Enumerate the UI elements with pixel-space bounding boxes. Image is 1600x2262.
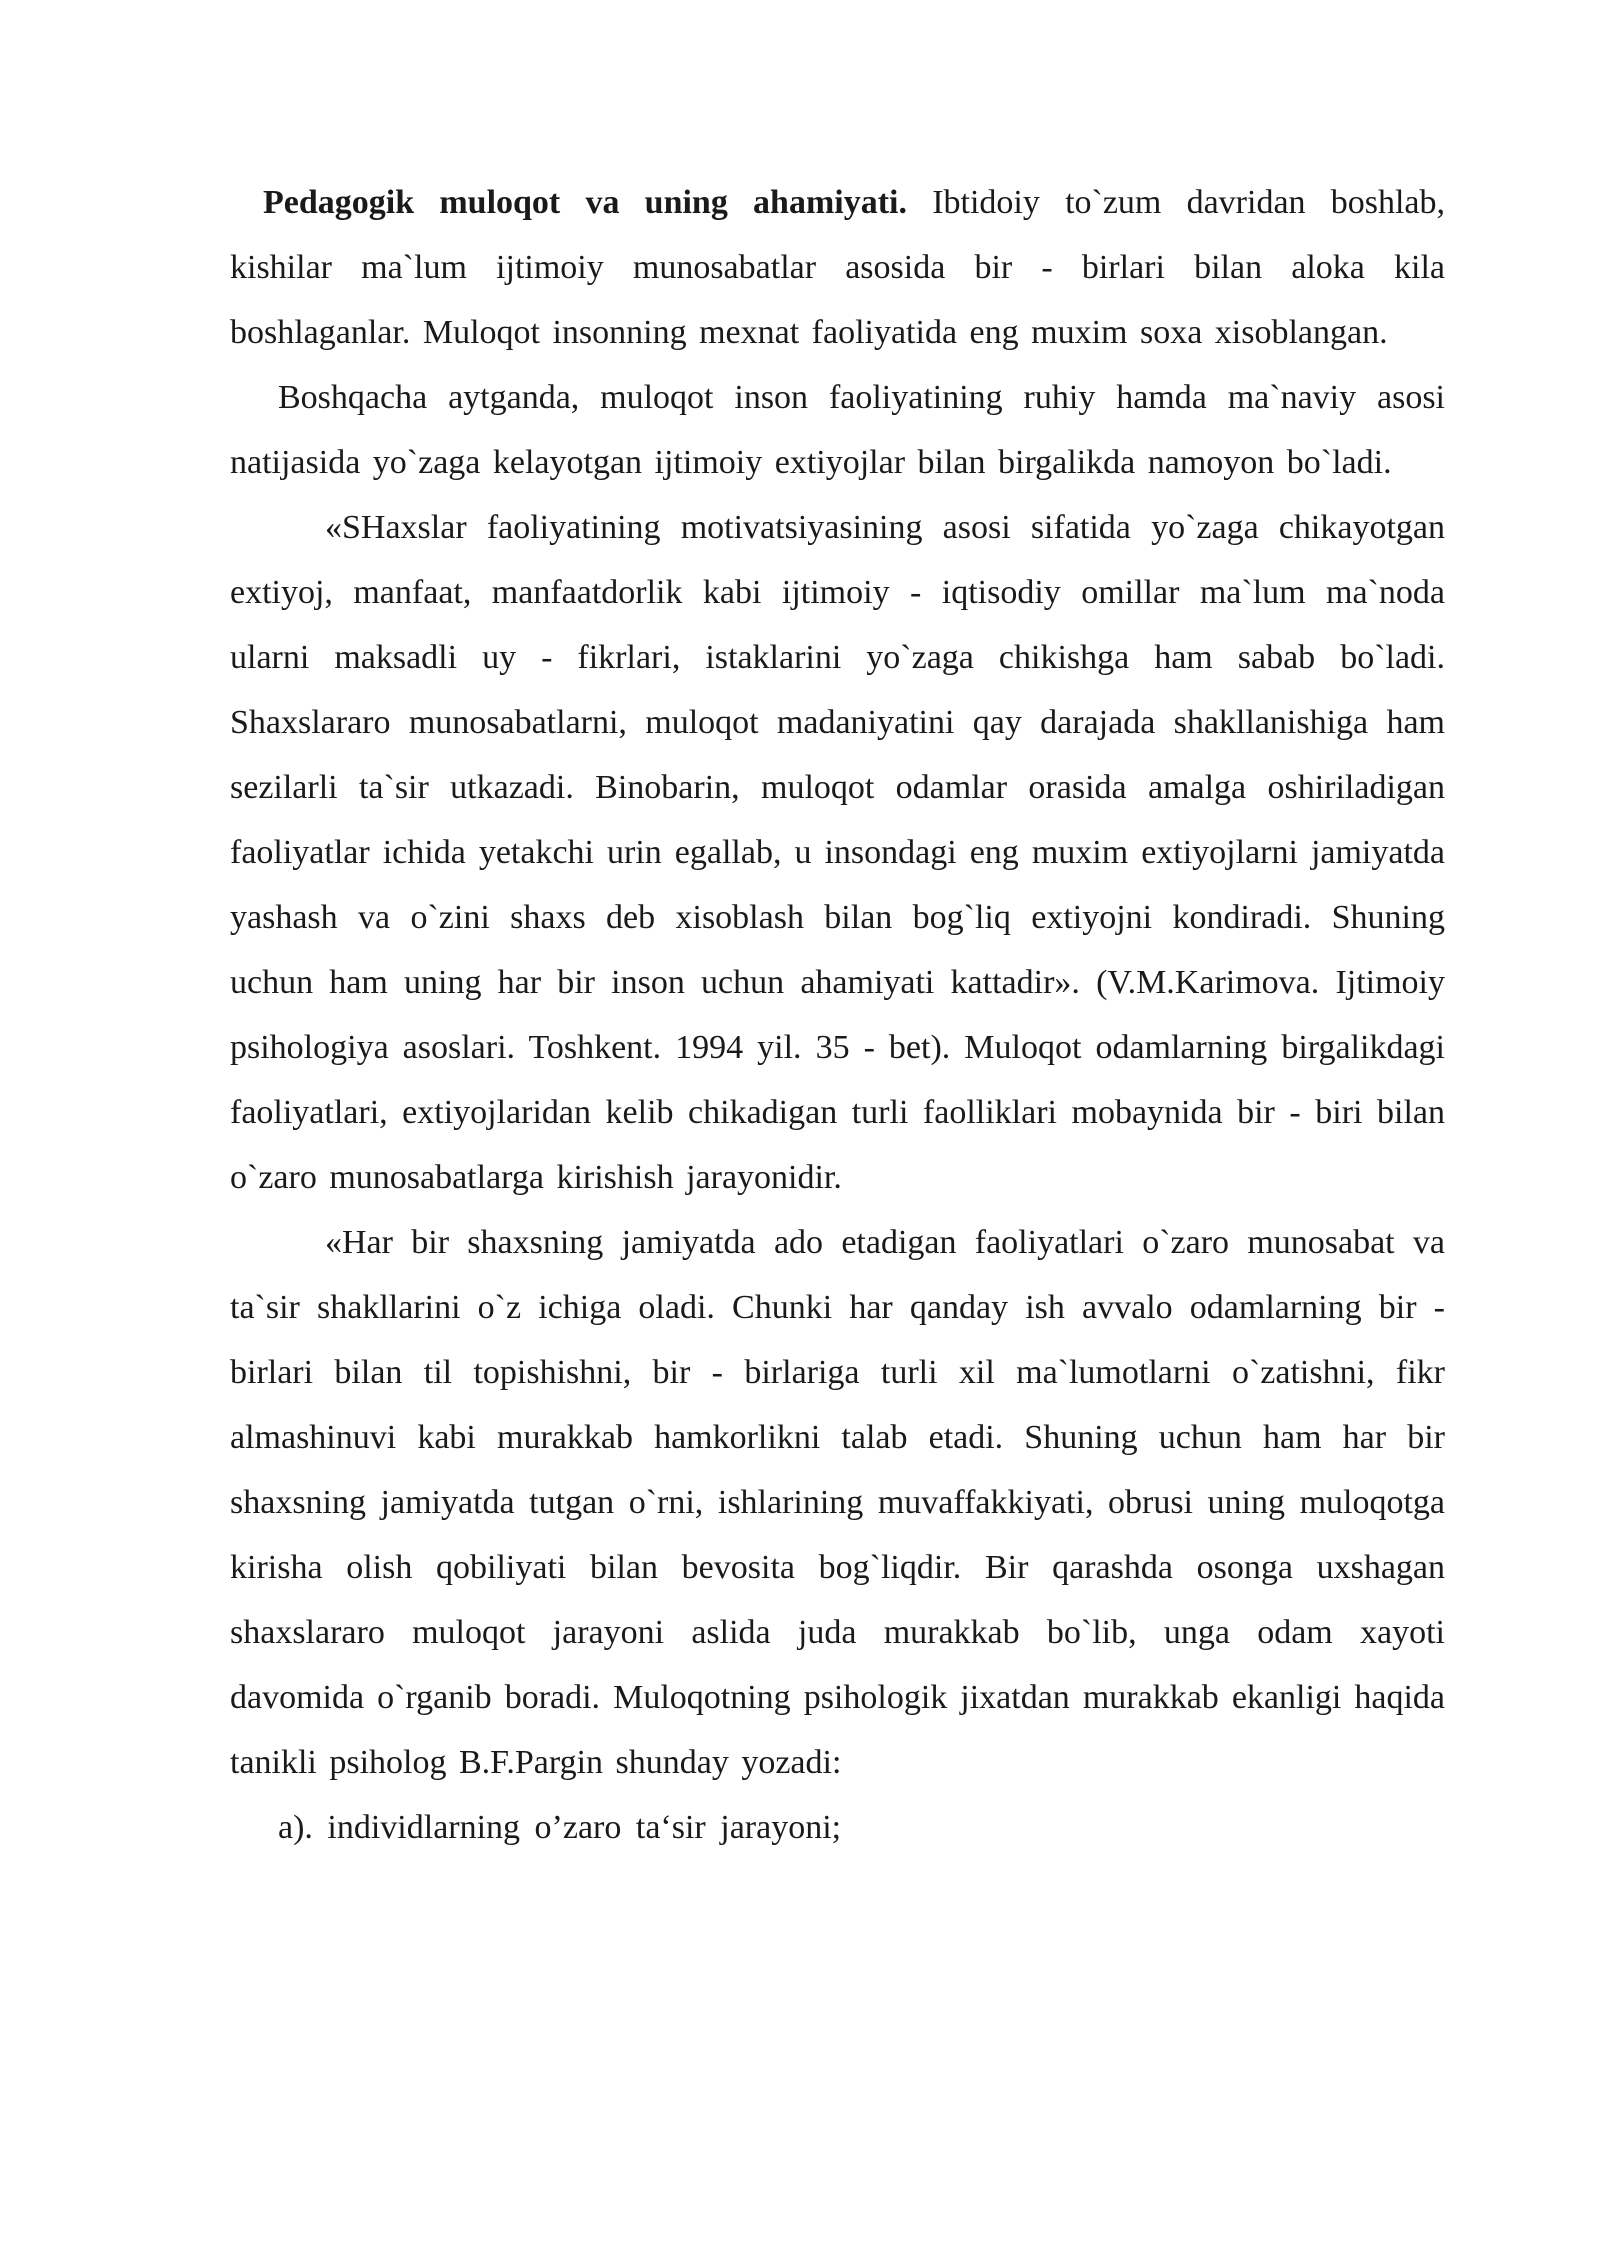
paragraph-quote: «SHaxslar faoliyatining motivatsiyasining asosi sifatida yo`zaga chikayotgan extiyoj, manfaat, manfaatdorlik kabi ijtimoiy - iqtisodiy omillar ma`lum ma`noda ularni maksadli uy - fikrlari, istaklarini yo`zaga chikishga ham sabab bo`ladi. Shaxslararo munosabatlarni, muloqot madaniyatini qay darajada shakllanishiga ham sezilarli ta`sir utkazadi. Binobarin, muloqot odamlar orasida amalga oshiriladigan faoliyatlar ichida yetakchi urin egallab, u insondagi eng muxim extiyojlarni jamiyatda yashash va o`zini shaxs deb xisoblash bilan bog`liq extiyojni kondiradi. Shuning uchun ham uning har bir inson uchun ahamiyati kattadir». (V.M.Karimova. Ijtimoiy psihologiya asoslari. Toshkent. 1994 yil. 35 - bet). Muloqot odamlarning birgalikdagi faoliyatlari, extiyojlaridan kelib chikadigan turli faolliklari mobaynida bir - biri bilan o`zaro munosabatlarga kirishish jarayonidir. — [230, 509, 1445, 1196]
paragraph-text: Ibtidoiy to`zum davridan boshlab, kishilar ma`lum ijtimoiy munosabatlar asosida bir - birlari bilan aloka kila boshlaganlar. Muloqot insonning mexnat faoliyatida eng muxim soxa xisoblangan. — [230, 184, 1446, 351]
section-heading: Pedagogik muloqot va uning ahamiyati. — [263, 184, 907, 221]
list-item: a). individlarning o’zaro ta‘sir jarayoni; — [278, 1809, 842, 1846]
document-page — [230, 170, 1445, 1860]
paragraph: Boshqacha aytganda, muloqot inson faoliyatining ruhiy hamda ma`naviy asosi natijasida yo`zaga kelayotgan ijtimoiy extiyojlar bilan birgalikda namoyon bo`ladi. — [230, 379, 1445, 481]
paragraph-quote: «Har bir shaxsning jamiyatda ado etadigan faoliyatlari o`zaro munosabat va ta`sir shakllarini o`z ichiga oladi. Chunki har qanday ish avvalo odamlarning bir - birlari bilan til topishishni, bir - birlariga turli xil ma`lumotlarni o`zatishni, fikr almashinuvi kabi murakkab hamkorlikni talab etadi. Shuning uchun ham har bir shaxsning jamiyatda tutgan o`rni, ishlarining muvaffakkiyati, obrusi uning muloqotga kirisha olish qobiliyati bilan bevosita bog`liqdir. Bir qarashda osonga uxshagan shaxslararo muloqot jarayoni aslida juda murakkab bo`lib, unga odam xayoti davomida o`rganib boradi. Muloqotning psihologik jixatdan murakkab ekanligi haqida tanikli psiholog B.F.Pargin shunday yozadi: — [230, 1224, 1445, 1781]
paragraph-intro — [230, 170, 1445, 365]
